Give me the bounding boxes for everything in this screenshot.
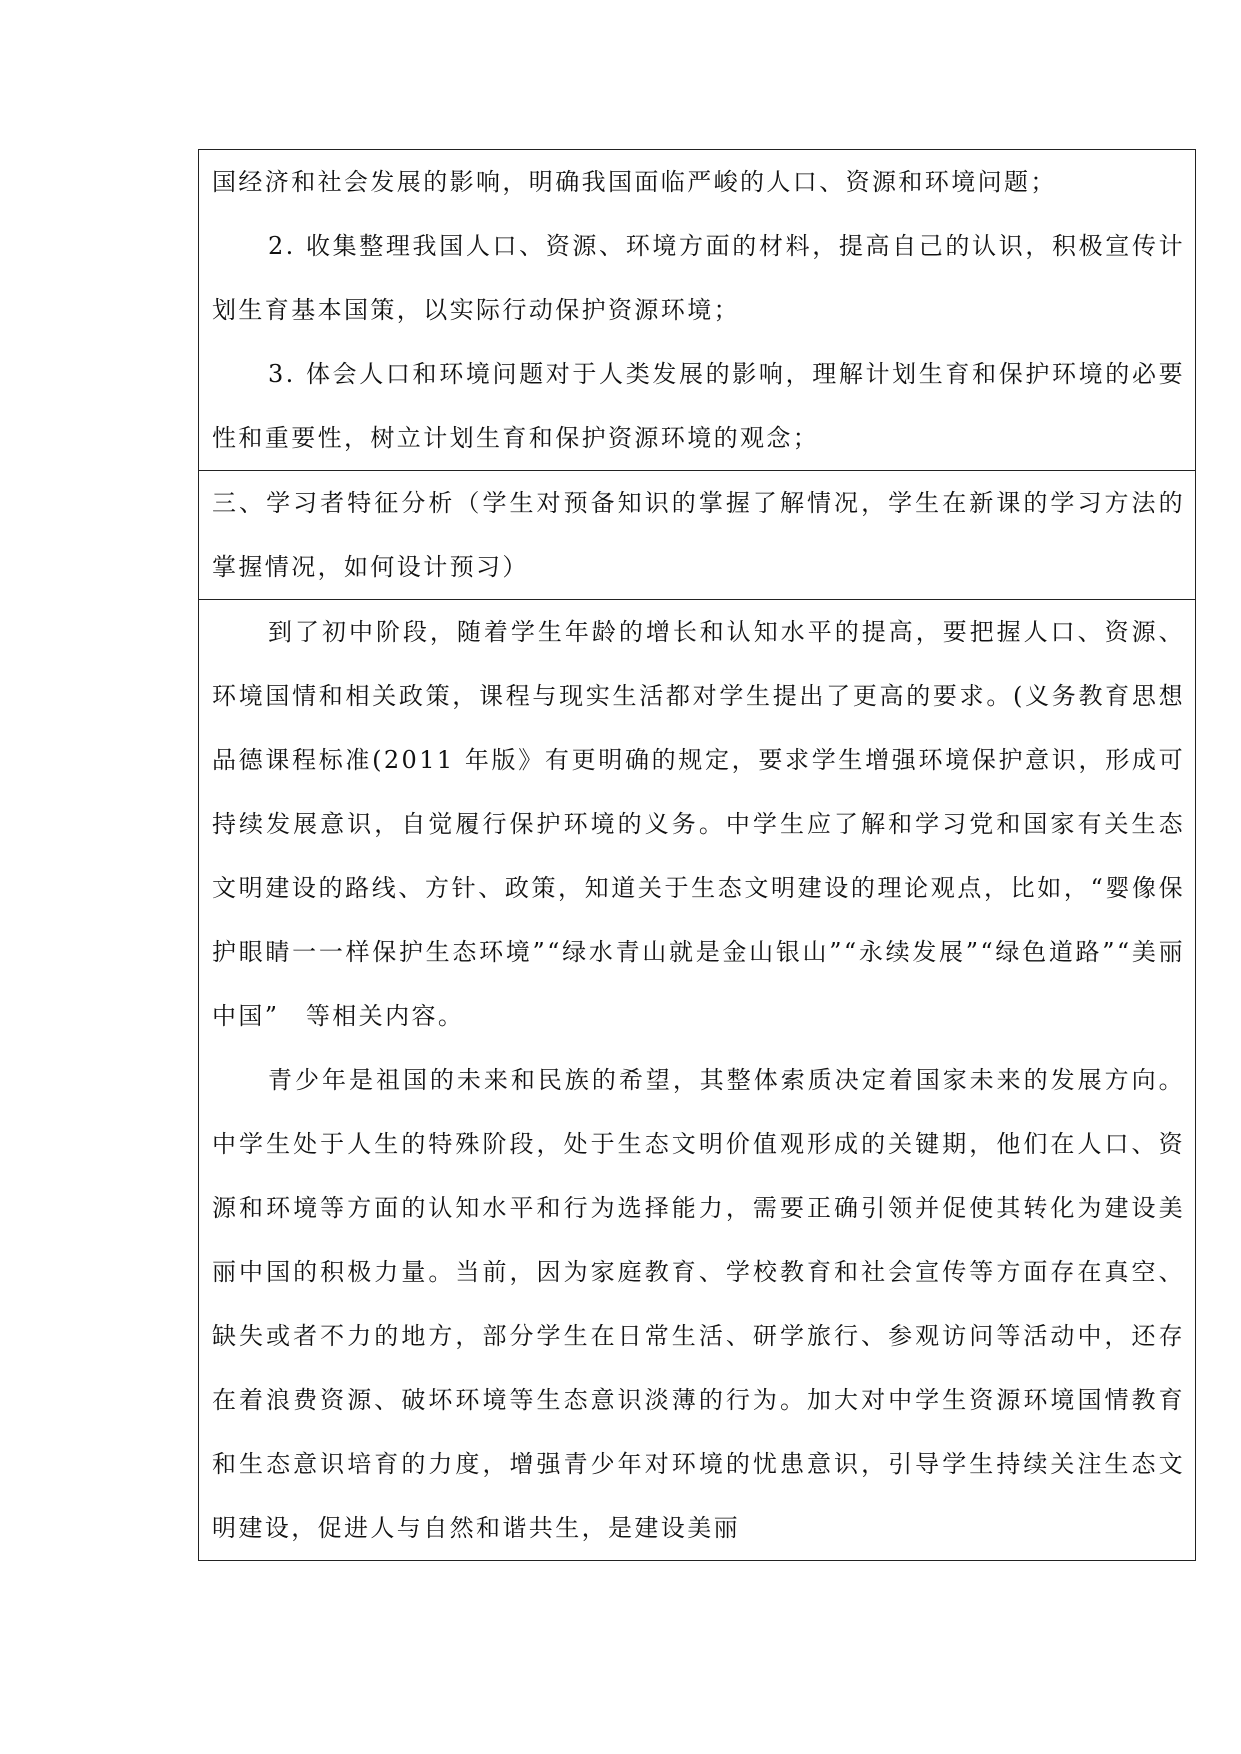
objective-paragraph-2: 2. 收集整理我国人口、资源、环境方面的材料，提高自己的认识，积极宣传计划生育基本国策，以实际行动保护资源环境； xyxy=(212,232,1185,324)
objective-paragraph-continued: 国经济和社会发展的影响，明确我国面临严峻的人口、资源和环境问题； xyxy=(212,168,1057,196)
learner-analysis-heading-cell xyxy=(199,470,1195,599)
section-heading: 三、学习者特征分析（学生对预备知识的掌握了解情况，学生在新课的学习方法的掌握情况，如何设计预习） xyxy=(212,489,1185,581)
analysis-paragraph-1: 到了初中阶段，随着学生年龄的增长和认知水平的提高，要把握人口、资源、环境国情和相关政策，课程与现实生活都对学生提出了更高的要求。(义务教育思想品德课程标准(2011 年版》有更明确的规定，要求学生增强环境保护意识，形成可持续发展意识，自觉履行保护环境的义务。中学生应了解和学习党和国家有关生态文明建设的路线、方针、政策，知道关于生态文明建设的理论观点，比如，“婴像保护眼睛一一样保护生态环境”“绿水青山就是金山银山”“永续发展”“绿色道路”“美丽中国” 等相关内容。 xyxy=(212,618,1185,1030)
objectives-cell xyxy=(199,150,1195,470)
objective-paragraph-3: 3. 体会人口和环境问题对于人类发展的影响，理解计划生育和保护环境的必要性和重要性，树立计划生育和保护资源环境的观念； xyxy=(212,360,1185,452)
analysis-paragraph-2: 青少年是祖国的未来和民族的希望，其整体索质决定着国家未来的发展方向。中学生处于人生的特殊阶段，处于生态文明价值观形成的关键期，他们在人口、资源和环境等方面的认知水平和行为选择能力，需要正确引领并促使其转化为建设美丽中国的积极力量。当前，因为家庭教育、学校教育和社会宣传等方面存在真空、缺失或者不力的地方，部分学生在日常生活、研学旅行、参观访问等活动中，还存在着浪费资源、破坏环境等生态意识淡薄的行为。加大对中学生资源环境国情教育和生态意识培育的力度，增强青少年对环境的忧患意识，引导学生持续关注生态文明建设，促进人与自然和谐共生，是建设美丽 xyxy=(212,1066,1185,1542)
lesson-plan-table xyxy=(198,149,1196,1561)
learner-analysis-body-cell xyxy=(199,599,1195,1560)
